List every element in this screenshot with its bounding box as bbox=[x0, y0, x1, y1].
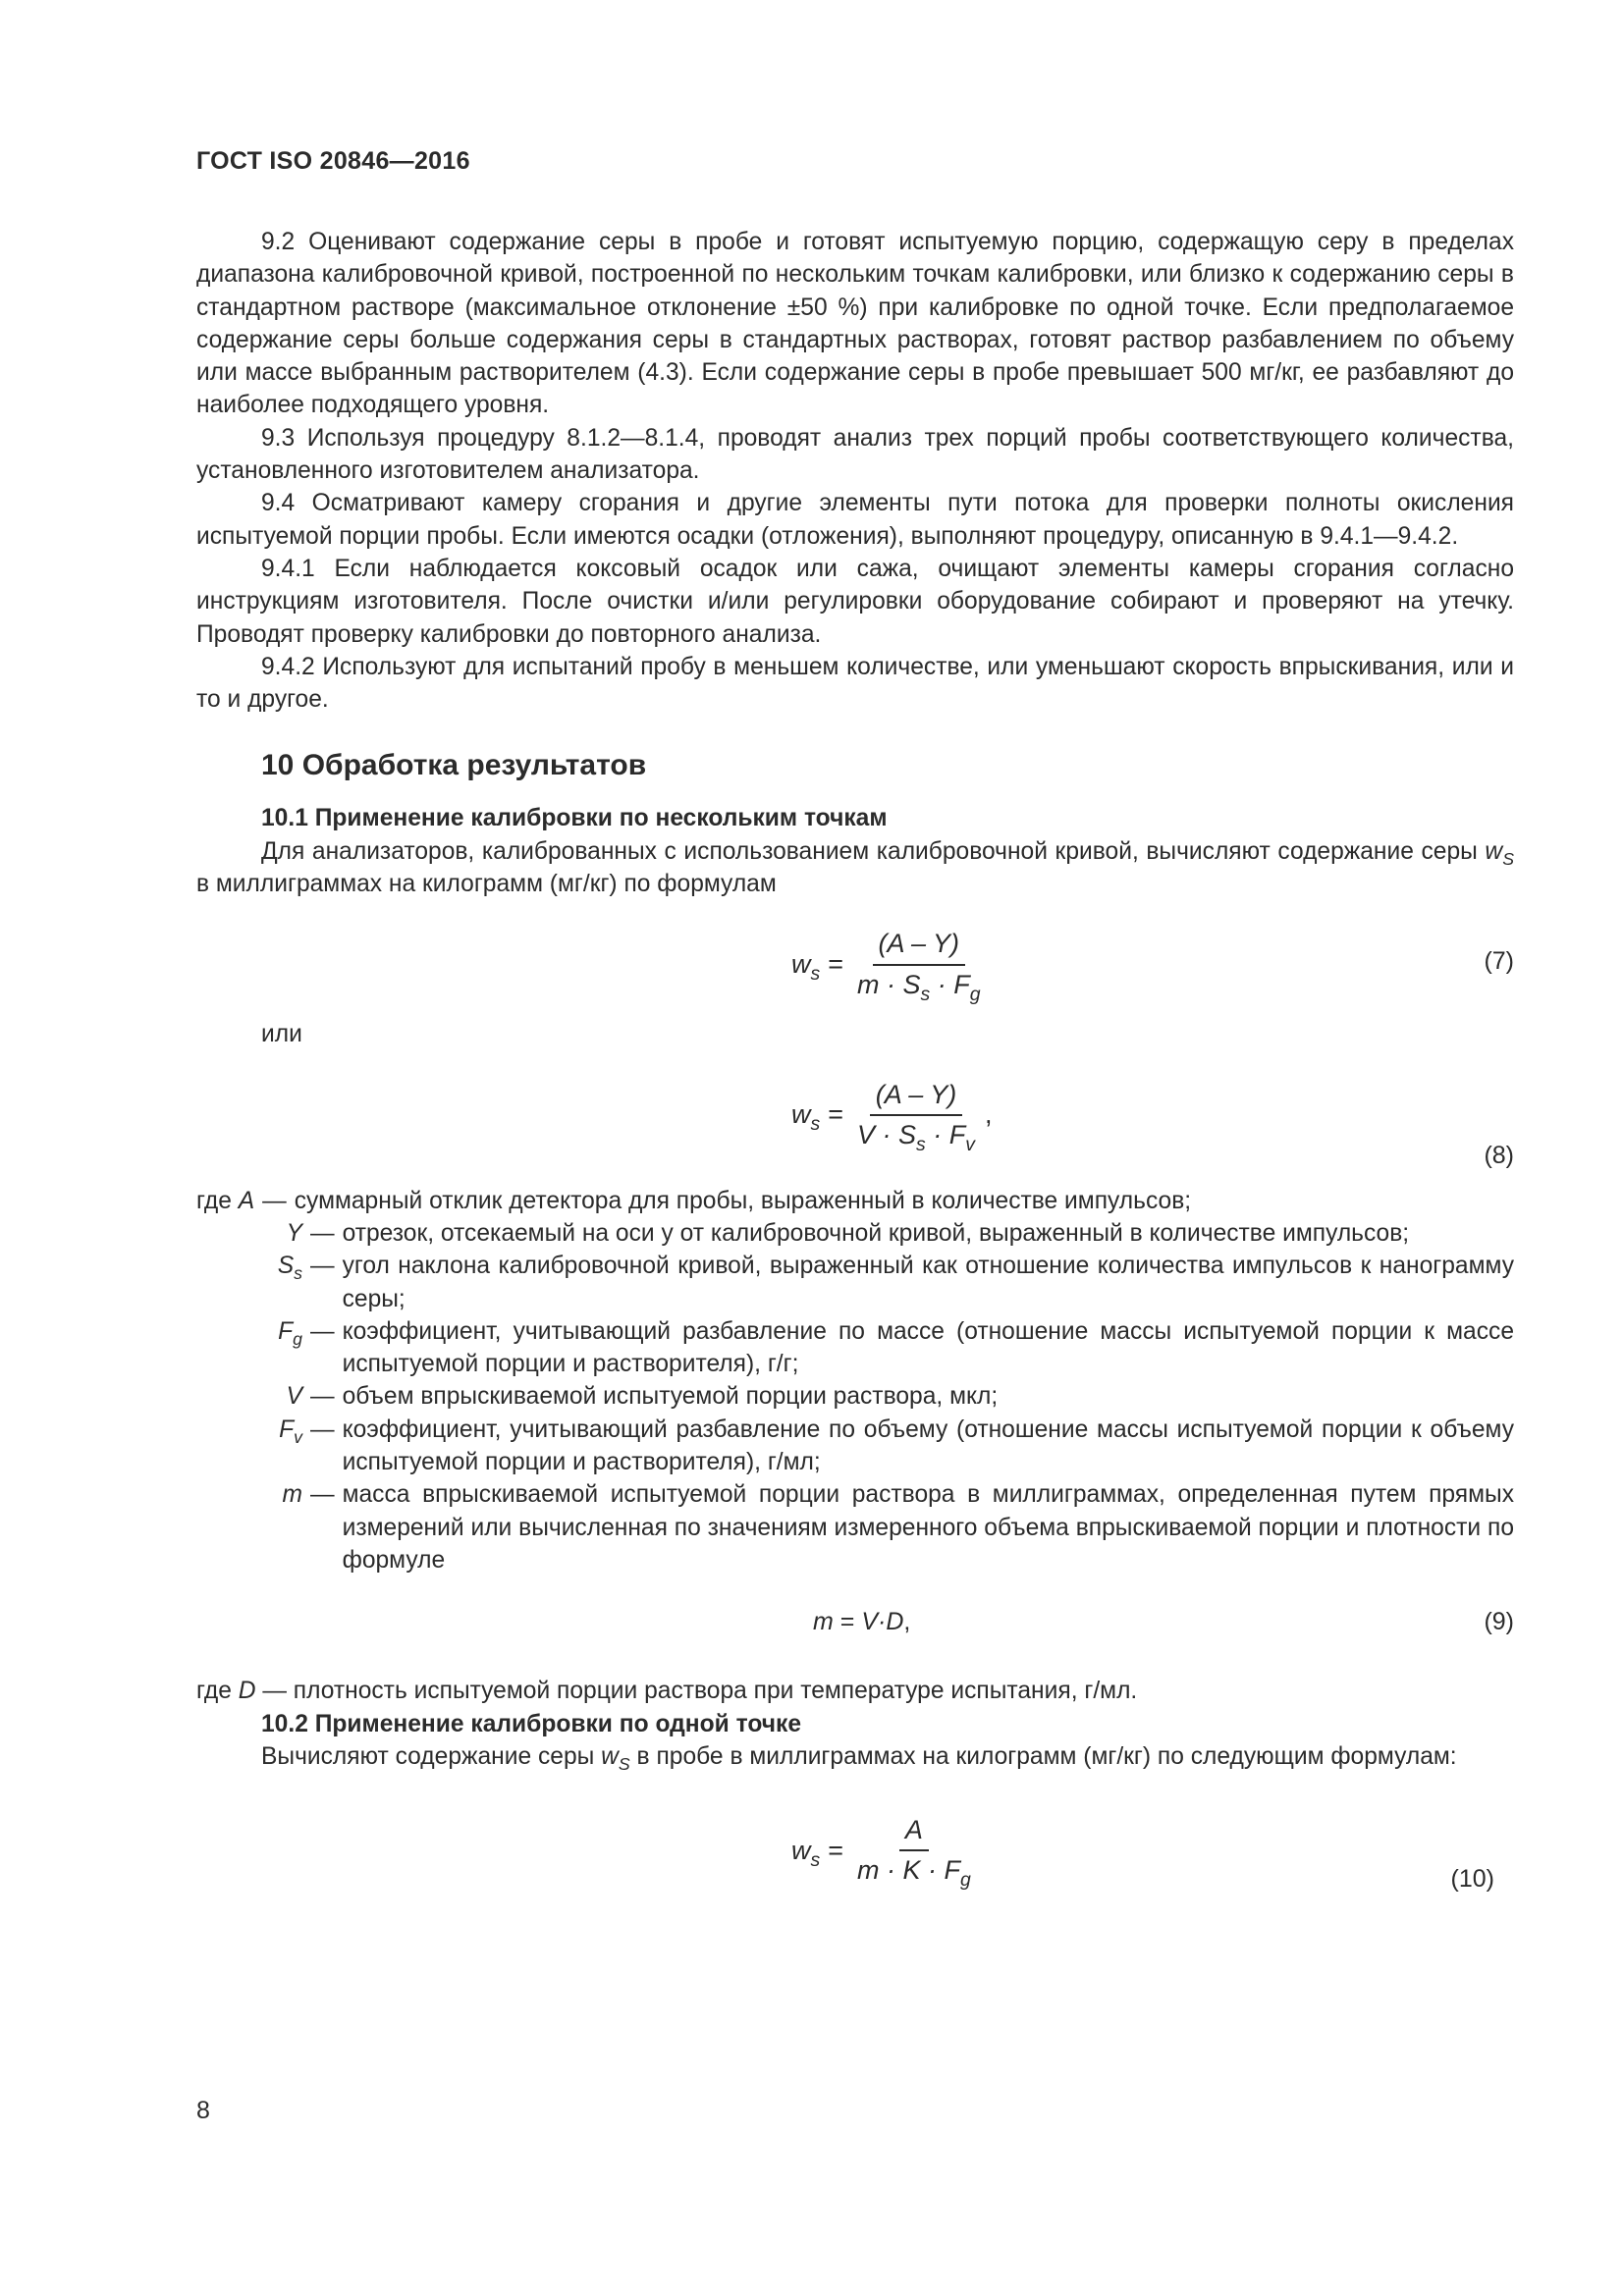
definition-A: где A — суммарный отклик детектора для пробы, выраженный в количестве импульсов; bbox=[196, 1187, 1192, 1214]
formula-9-row bbox=[196, 1576, 1514, 1675]
formula-9: m = V·D, bbox=[813, 1608, 911, 1636]
definition-Fg: $F_g$ — коэффициент, учитывающий разбавление по массе (отношение массы испытуемой порции к массе испытуемой порции и растворителя), г/г; bbox=[278, 1317, 1514, 1378]
page-number: 8 bbox=[196, 2097, 210, 2124]
definition-Fv: $F_v$ — коэффициент, учитывающий разбавление по объему (отношение массы испытуемой порции к объему испытуемой порции и растворителя), г/мл; bbox=[279, 1415, 1514, 1476]
formula-10: $w_s$ = $\frac{A}{m \cdot K \cdot F_g}$ bbox=[791, 1814, 977, 1888]
subsection-10-2-intro: Вычисляют содержание серы $w_S$ в пробе в миллиграммах на килограмм (мг/кг) по следующим формулам: bbox=[261, 1742, 1457, 1774]
definition-m: m — масса впрыскиваемой испытуемой порции раствора в миллиграммах, определенная путем прямых измерений или вычисленная по значениям измеренного объема впрыскиваемой порции и плотности по формуле bbox=[282, 1481, 1514, 1574]
paragraph-9-4: 9.4 Осматривают камеру сгорания и другие элементы пути потока для проверки полноты окисления испытуемой порции пробы. Если имеются осадки (отложения), выполняют процедуру, описанную в 9.4.1—9.4.2. bbox=[196, 490, 1514, 550]
definition-Y: Y — отрезок, отсекаемый на оси y от калибровочной кривой, выраженный в количестве импульсов; bbox=[286, 1219, 1410, 1247]
definition-V: V — объем впрыскиваемой испытуемой порции раствора, мкл; bbox=[286, 1383, 999, 1411]
section-9-continuation bbox=[196, 226, 1514, 1910]
formula-7: $w_s$ = $\frac{(A - Y)}{m \cdot S_s \cdot F_g}$ bbox=[791, 928, 987, 1001]
paragraph-9-3: 9.3 Используя процедуру 8.1.2—8.1.4, проводят анализ трех порций пробы соответствующего количества, установленного изготовителем анализатора. bbox=[196, 424, 1514, 485]
definition-D: где D — плотность испытуемой порции раствора при температуре испытания, г/мл. bbox=[196, 1678, 1138, 1705]
definition-Ss: $S_s$ — угол наклона калибровочной кривой, выраженный как отношение количества импульсов к нанограмму серы; bbox=[277, 1253, 1514, 1312]
or-text: или bbox=[261, 1021, 302, 1048]
formula-10-fraction: $\frac{A}{m \cdot K \cdot F_g}$ bbox=[857, 1815, 971, 1892]
equation-number-10: (10) bbox=[1450, 1865, 1494, 1894]
subsection-10-1-intro: Для анализаторов, калиброванных с использованием калибровочной кривой, вычисляют содержание серы $w_S$ в миллиграммах на килограмм (мг/кг) по формулам bbox=[196, 837, 1514, 898]
formula-8: $w_s$ = $\frac{(A - Y)}{V \cdot S_s \cdot F_v}$ , bbox=[791, 1079, 993, 1155]
document-header: ГОСТ ISO 20846—2016 bbox=[196, 147, 470, 175]
formula-8-row bbox=[196, 1051, 1514, 1185]
equation-number-7: (7) bbox=[1484, 947, 1514, 976]
subsection-10-1-heading: 10.1 Применение калибровки по нескольким точкам bbox=[261, 805, 888, 832]
subsection-10-2-heading: 10.2 Применение калибровки по одной точке bbox=[261, 1710, 801, 1737]
section-10-heading: 10 Обработка результатов bbox=[261, 749, 647, 782]
formula-7-fraction: $\frac{(A - Y)}{m \cdot S_s \cdot F_g}$ bbox=[857, 929, 981, 1005]
paragraph-9-4-1: 9.4.1 Если наблюдается коксовый осадок или сажа, очищают элементы камеры сгорания согласно инструкциям изготовителя. После очистки и/или регулировки оборудование собирают и проверяют на утечку. Проводят проверку калибровки до повторного анализа. bbox=[196, 555, 1514, 648]
formula-8-fraction: $\frac{(A - Y)}{V \cdot S_s \cdot F_v}$ bbox=[857, 1079, 975, 1155]
equation-number-8: (8) bbox=[1484, 1141, 1514, 1169]
variable-definitions bbox=[196, 1185, 1514, 1577]
paragraph-9-2: 9.2 Оценивают содержание серы в пробе и готовят испытуемую порцию, содержащую серу в пределах диапазона калибровочной кривой, построенной по нескольким точкам калибровки, или близко к содержанию серы в стандартном растворе (максимальное отклонение ±50 %) при калибровке по одной точке. Если предполагаемое содержание серы больше содержания серы в стандартных растворах, готовят раствор разбавлением по объему или массе выбранным растворителем (4.3). Если содержание серы в пробе превышает 500 мг/кг, ее разбавляют до наиболее подходящего уровня. bbox=[196, 229, 1514, 419]
formula-7-row bbox=[196, 906, 1514, 1012]
paragraph-9-4-2: 9.4.2 Используют для испытаний пробу в меньшем количестве, или уменьшают скорость впрыскивания, или и то и другое. bbox=[196, 653, 1514, 714]
equation-number-9: (9) bbox=[1484, 1608, 1514, 1636]
formula-10-row bbox=[196, 1773, 1514, 1910]
document-page bbox=[196, 0, 1522, 2296]
